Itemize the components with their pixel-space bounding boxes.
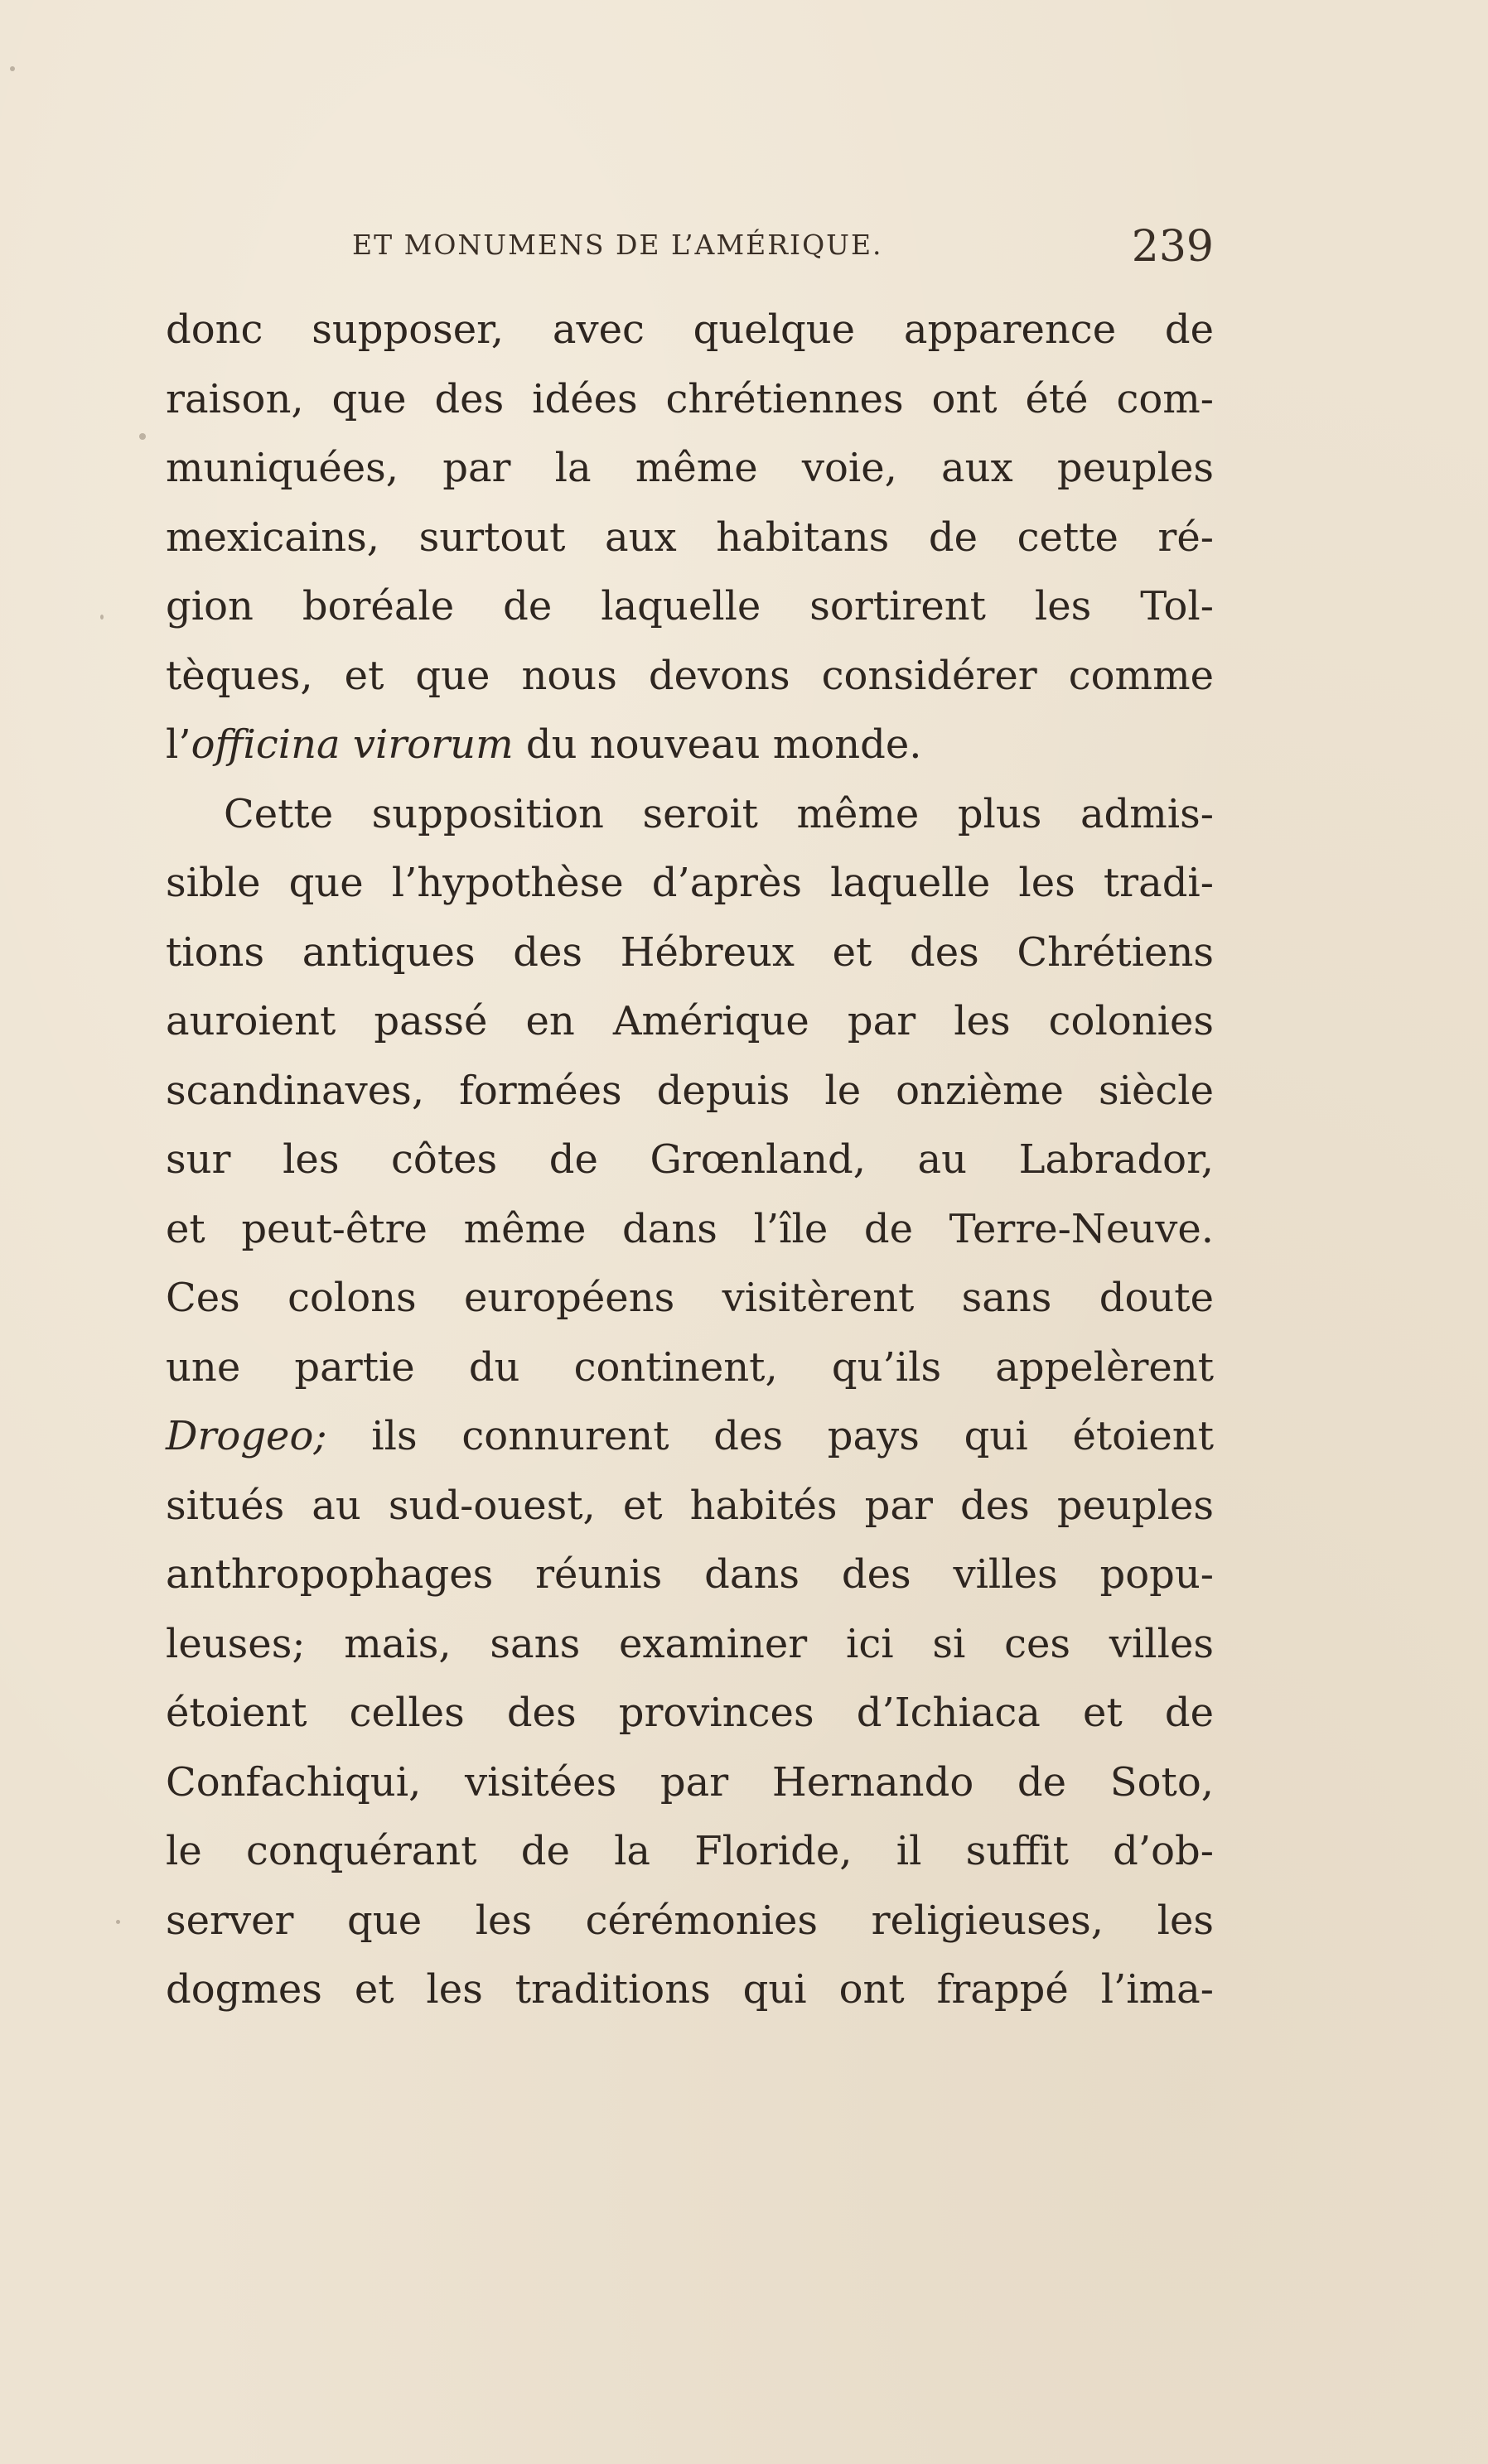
text-line: une partie du continent, qu’ils appelèrent xyxy=(166,1343,1214,1391)
text-line: sur les côtes de Grœnland, au Labrador, xyxy=(166,1136,1214,1183)
text-line: leuses; mais, sans examiner ici si ces villes xyxy=(166,1620,1214,1667)
text-line xyxy=(166,1402,1214,1472)
text-line: étoient celles des provinces d’Ichiaca et de xyxy=(166,1690,1214,1736)
text-line: tions antiques des Hébreux et des Chrétiens xyxy=(166,928,1214,976)
text-line: muniquées, par la même voie, aux peuples xyxy=(166,445,1214,491)
text-line: scandinaves, formées depuis le onzième siècle xyxy=(166,1067,1214,1114)
text-run: du nouveau monde. xyxy=(513,721,922,768)
running-head xyxy=(166,222,1214,280)
italic-phrase: Drogeo; xyxy=(166,1413,327,1459)
text-line: anthropophages réunis dans des villes popu- xyxy=(166,1551,1214,1598)
text-run: ils connurent des pays qui étoient xyxy=(326,1413,1214,1459)
text-line: sible que l’hypothèse d’après laquelle les tradi- xyxy=(166,860,1214,906)
page-number: 239 xyxy=(1131,222,1214,272)
text-line: auroient passé en Amérique par les colonies xyxy=(166,998,1214,1044)
text-line: Cette supposition seroit même plus admis- xyxy=(224,790,1214,837)
paper-speck xyxy=(139,433,146,440)
text-line: gion boréale de laquelle sortirent les Tol- xyxy=(166,583,1214,629)
paper-speck xyxy=(100,615,104,620)
text-line: tèques, et que nous devons considérer comme xyxy=(166,652,1214,699)
text-line: situés au sud-ouest, et habités par des peuples xyxy=(166,1482,1214,1529)
text-line: Confachiqui, visitées par Hernando de Soto, xyxy=(166,1758,1214,1806)
italic-phrase: officina virorum xyxy=(191,721,514,768)
paper-speck xyxy=(10,66,15,71)
text-line xyxy=(166,711,1214,780)
text-line: le conquérant de la Floride, il suffit d’ob- xyxy=(166,1828,1214,1874)
text-line: mexicains, surtout aux habitans de cette ré- xyxy=(166,514,1214,561)
text-run: l’ xyxy=(166,721,191,768)
text-line: donc supposer, avec quelque apparence de xyxy=(166,306,1214,353)
body-text xyxy=(166,296,1214,2025)
text-line: dogmes et les traditions qui ont frappé l’ima- xyxy=(166,1966,1214,2013)
text-line: Ces colons européens visitèrent sans doute xyxy=(166,1275,1214,1321)
text-line: et peut-être même dans l’île de Terre-Neuve. xyxy=(166,1205,1214,1252)
text-line: server que les cérémonies religieuses, les xyxy=(166,1897,1214,1944)
paper-speck xyxy=(116,1920,120,1924)
running-title: ET MONUMENS DE L’AMÉRIQUE. xyxy=(352,229,883,261)
text-line: raison, que des idées chrétiennes ont été com- xyxy=(166,375,1214,422)
